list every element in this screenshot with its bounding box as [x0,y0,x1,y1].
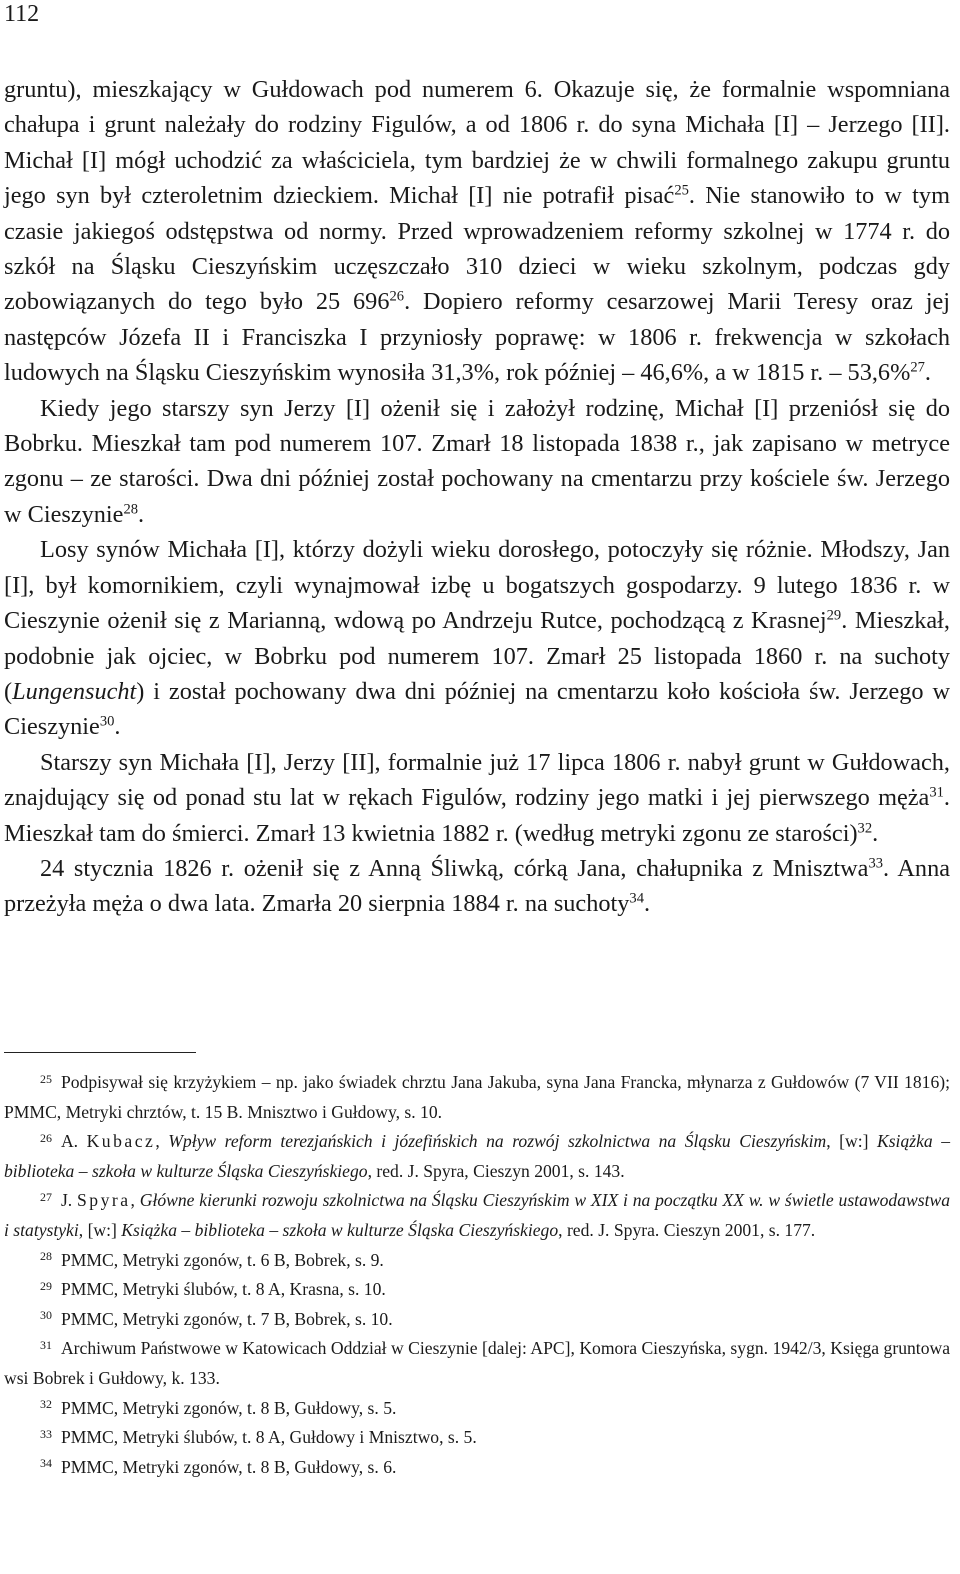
footnote-separator [4,1052,196,1053]
footnote-reference: 31 [929,784,944,801]
footnote-reference: 26 [389,288,405,305]
italic-text: Wpływ reform terezjańskich i józefińskich na rozwój szkolnictwa na Śląsku Cieszyńskim [168,1131,827,1152]
text-run: gruntu), mieszkający w Gułdowach pod numerem 6. Okazuje się, że formalnie wspomniana chałupa i grunt należały do rodziny Figulów, a od 1806 r. do syna Michała [I] – Jerzego [II]. Michał [I] mógł uchodzić za właściciela, tym bardziej że w chwili formalnego zakupu gruntu jego syn był czteroletnim dzieckiem. Michał [I] nie potrafił pisać [4,76,950,210]
italic-text: Książka – biblioteka – szkoła w kulturze Śląska Cieszyńskiego [121,1219,559,1240]
text-run: , [w:] [826,1131,877,1152]
text-run: ) i został pochowany dwa dni później na cmentarzu koło kościoła św. Jerzego w Cieszynie [4,677,950,741]
main-text [4,72,950,922]
text-run: Archiwum Państwowe w Katowicach Oddział w Cieszynie [dalej: APC], Komora Cieszyńska, sygn. 1942/3, Księga gruntowa wsi Bobrek i Gułdowy, k. 133. [4,1338,950,1388]
footnote-reference: 33 [868,855,884,872]
italic-text: Główne kierunki rozwoju szkolnictwa na Śląsku Cieszyńskim w XIX i na początku XX w. w świetle ustawodawstwa i statystyki [4,1190,950,1240]
text-run: PMMC, Metryki zgonów, t. 6 B, Bobrek, s. 9. [60,1249,384,1270]
footnote-number: 33 [40,1426,52,1441]
footnote-number: 32 [40,1397,52,1412]
body-paragraph [4,72,950,391]
footnote [4,1394,950,1424]
italic-text: Książka – biblioteka – szkoła w kulturze Śląska Cieszyńskiego [4,1131,951,1181]
body-paragraph [4,391,950,533]
footnote [4,1246,950,1276]
text-run: PMMC, Metryki zgonów, t. 7 B, Bobrek, s. 10. [60,1308,393,1329]
author-name: Spyra [77,1190,131,1211]
footnote-number: 28 [40,1249,52,1264]
text-run: . Anna przeżyła męża o dwa lata. Zmarła 20 sierpnia 1884 r. na suchoty [4,854,951,918]
body-paragraph [4,745,950,851]
text-run: 24 stycznia 1826 r. ożenił się z Anną Śliwką, córką Jana, chałupnika z Mnisztwa [40,854,869,882]
text-run: . [872,819,879,847]
text-run: PMMC, Metryki ślubów, t. 8 A, Krasna, s. 10. [60,1279,386,1300]
text-run: , red. J. Spyra, Cieszyn 2001, s. 143. [367,1160,625,1181]
footnote-reference: 28 [123,501,139,518]
footnote [4,1127,950,1186]
footnote [4,1453,950,1483]
text-run: Losy synów Michała [I], którzy dożyli wieku dorosłego, potoczyły się różnie. Młodszy, Jan [I], był komornikiem, czyli wynajmował izbę u bogatszych gospodarzy. 9 lutego 1836 r. w Cieszynie ożenił się z Marianną, wdową po Andrzeju Rutce, pochodzącą z Krasnej [4,536,950,635]
text-run: , [130,1190,140,1211]
text-run: A. [60,1131,87,1152]
text-run: , [w:] [78,1219,122,1240]
footnote [4,1068,950,1127]
text-run: . Nie stanowiło to w tym czasie jakiegoś odstępstwa od normy. Przed wprowadzeniem reformy szkolnej w 1774 r. do szkół na Śląsku Cieszyńskim uczęszczało 310 dzieci w wieku szkolnym, podczas gdy zobowiązanych do tego było 25 696 [4,182,950,316]
footnote-number: 34 [40,1456,52,1471]
footnote-reference: 32 [857,819,873,836]
footnote-reference: 34 [629,890,644,907]
italic-text: Lungensucht [12,677,137,705]
footnote-reference: 30 [99,713,115,730]
page-number: 112 [4,1,40,27]
footnote-number: 29 [40,1278,52,1293]
text-run: . Mieszkał, podobnie jak ojciec, w Bobrku pod numerem 107. Zmarł 25 listopada 1860 r. na suchoty ( [4,607,950,705]
text-run: . [644,890,651,918]
footnote [4,1275,950,1305]
footnote-reference: 29 [826,607,842,624]
text-run: Kiedy jego starszy syn Jerzy [I] ożenił się i założył rodzinę, Michał [I] przeniósł się do Bobrku. Mieszkał tam pod numerem 107. Zmarł 18 listopada 1838 r., jak zapisano w metryce zgonu – ze starości. Dwa dni później został pochowany na cmentarzu przy kościele św. Jerzego w Cieszynie [4,394,950,528]
text-run: J. [60,1190,77,1211]
text-run: . [924,359,931,387]
text-run: Podpisywał się krzyżykiem – np. jako świadek chrztu Jana Jakuba, syna Jana Francka, młynarza z Gułdowów (7 VII 1816); PMMC, Metryki chrztów, t. 15 B. Mnisztwo i Gułdowy, s. 10. [4,1072,950,1122]
footnote [4,1305,950,1335]
footnote [4,1334,950,1393]
text-run: , [155,1131,169,1152]
text-run: , red. J. Spyra. Cieszyn 2001, s. 177. [558,1219,816,1240]
footnote-number: 31 [40,1337,52,1352]
footnote-reference: 27 [910,359,925,376]
text-run: Starszy syn Michała [I], Jerzy [II], formalnie już 17 lipca 1806 r. nabył grunt w Gułdowach, znajdujący się od ponad stu lat w rękach Figulów, rodziny jego matki i jej pierwszego męża [4,748,950,812]
text-run: PMMC, Metryki zgonów, t. 8 B, Gułdowy, s. 6. [60,1456,397,1477]
body-paragraph [4,532,950,744]
footnote-number: 27 [40,1190,52,1204]
text-run: . Mieszkał tam do śmierci. Zmarł 13 kwietnia 1882 r. (według metryki zgonu ze starości) [4,784,950,847]
footnote-number: 26 [40,1130,52,1145]
footnote-reference: 25 [674,182,689,199]
footnote [4,1186,950,1245]
text-run: . [114,713,121,741]
footnote-number: 25 [40,1071,52,1086]
text-run: PMMC, Metryki ślubów, t. 8 A, Gułdowy i Mnisztwo, s. 5. [60,1427,477,1448]
text-run: PMMC, Metryki zgonów, t. 8 B, Gułdowy, s. 5. [60,1397,397,1418]
footnote [4,1423,950,1453]
body-paragraph [4,851,950,922]
text-run: . Dopiero reformy cesarzowej Marii Teresy oraz jej następców Józefa II i Franciszka I przyniosły poprawę: w 1806 r. frekwencja w szkołach ludowych na Śląsku Cieszyńskim wynosiła 31,3%, rok później – 46,6%, a w 1815 r. – 53,6% [4,288,950,387]
footnotes [4,1068,950,1482]
text-run: . [138,500,145,528]
author-name: Kubacz [86,1131,156,1152]
footnote-number: 30 [40,1308,52,1323]
